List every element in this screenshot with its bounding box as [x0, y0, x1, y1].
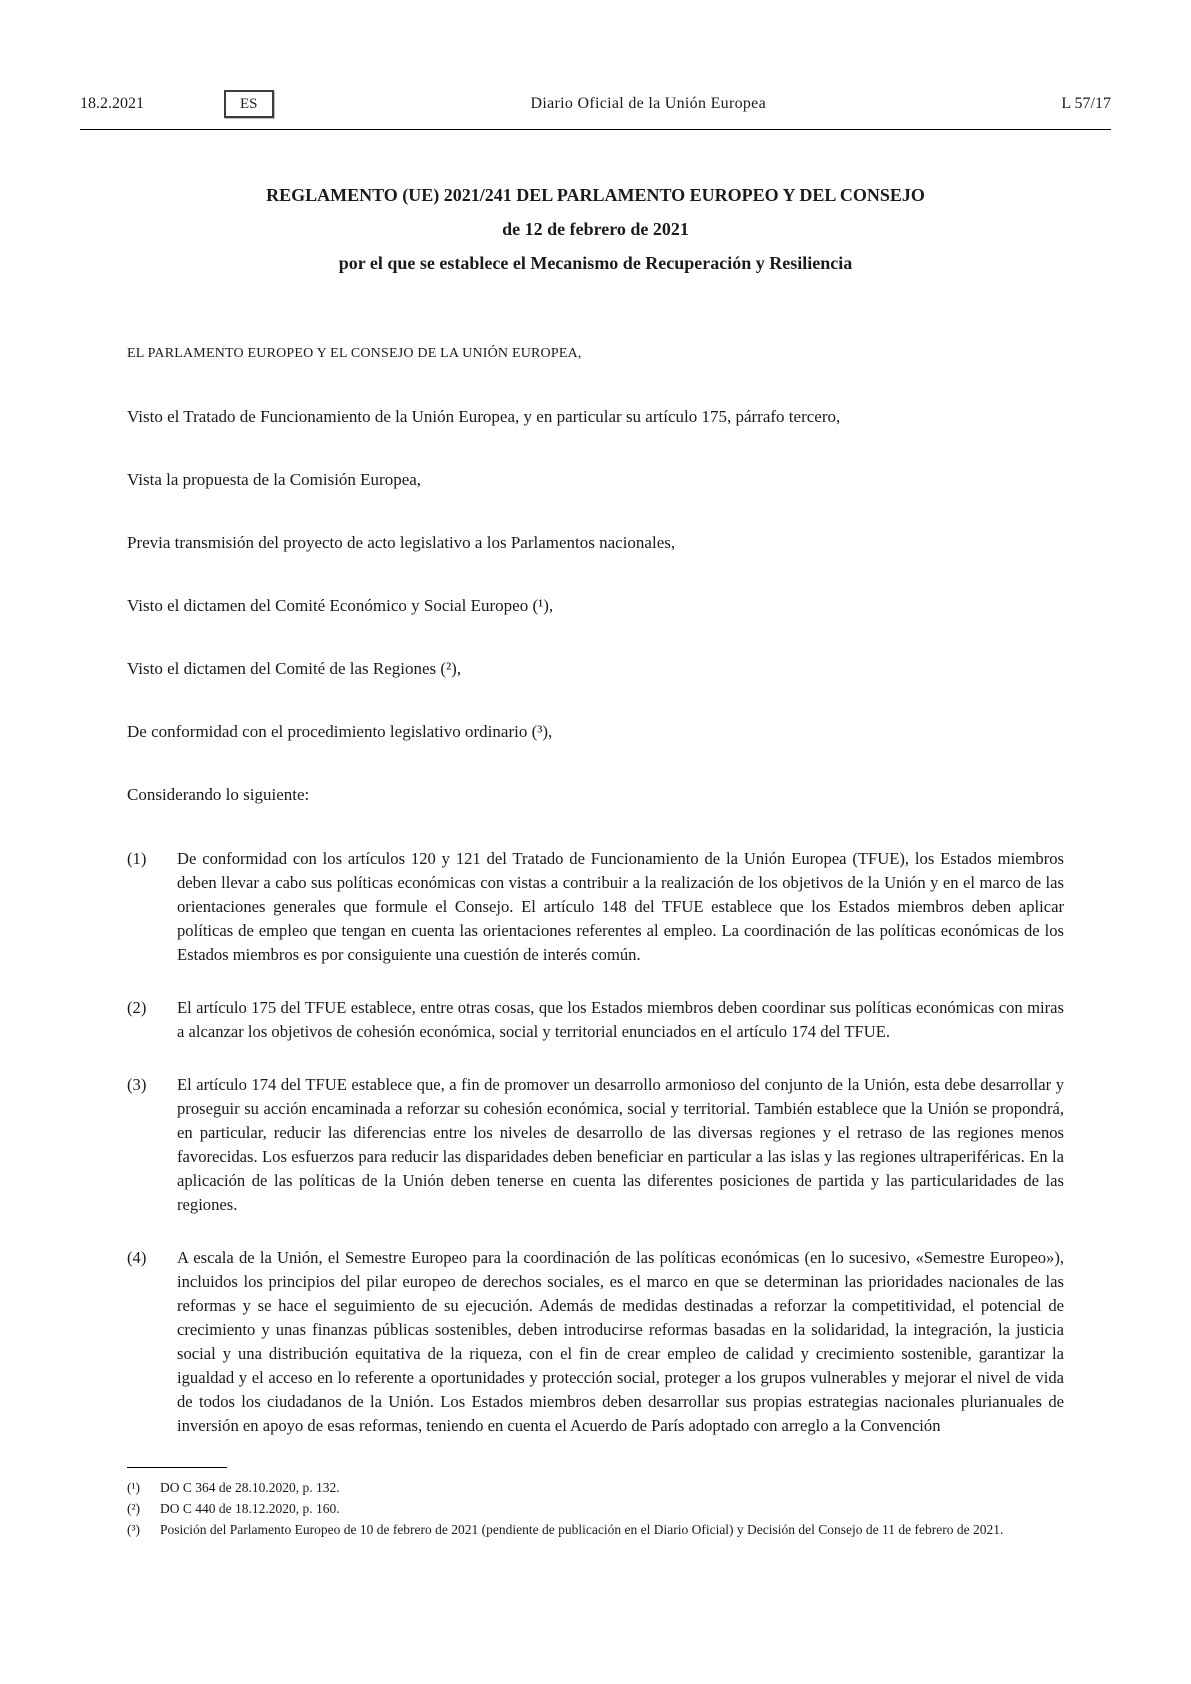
- footnote-marker: (²): [127, 1501, 141, 1516]
- considering-line: Considerando lo siguiente:: [127, 785, 310, 804]
- recital-text: De conformidad con los artículos 120 y 121 del Tratado de Funcionamiento de la Unión Europea (TFUE), los Estados miembros deben llevar a cabo sus políticas económicas con vistas a contribuir a la realización de los objetivos de la Unión y en el marco de las orientaciones generales que formule el Consejo. El artículo 148 del TFUE establece que los Estados miembros deben aplicar políticas de empleo que tengan en cuenta las orientaciones referentes al empleo. La coordinación de las políticas económicas de los Estados miembros es por consiguiente una cuestión de interés común.: [177, 849, 1064, 964]
- act-title-line: REGLAMENTO (UE) 2021/241 DEL PARLAMENTO EUROPEO Y DEL CONSEJO: [266, 185, 925, 205]
- preamble-citation: Previa transmisión del proyecto de acto legislativo a los Parlamentos nacionales,: [127, 533, 676, 552]
- preamble-citation: Visto el dictamen del Comité Económico y Social Europeo (¹),: [127, 596, 554, 615]
- footnote-text: DO C 364 de 28.10.2020, p. 132.: [160, 1480, 340, 1495]
- recital: [127, 1073, 1064, 1217]
- preamble-citation: De conformidad con el procedimiento legislativo ordinario (³),: [127, 722, 553, 741]
- recital: [127, 847, 1064, 967]
- footnote: [127, 1498, 1064, 1519]
- footnote: [127, 1519, 1064, 1540]
- recital-text: El artículo 175 del TFUE establece, entre otras cosas, que los Estados miembros deben coordinar sus políticas económicas con miras a alcanzar los objetivos de cohesión económica, social y territorial enunciados en el artículo 174 del TFUE.: [177, 998, 1064, 1041]
- language-badge: ES: [224, 90, 274, 118]
- preamble-citation: Vista la propuesta de la Comisión Europea,: [127, 470, 422, 489]
- footnote-separator: [127, 1467, 227, 1468]
- recital: [127, 996, 1064, 1044]
- document-body: [127, 184, 1064, 1540]
- footnote-marker: (¹): [127, 1480, 141, 1495]
- footnote-text: DO C 440 de 18.12.2020, p. 160.: [160, 1501, 340, 1516]
- journal-title: Diario Oficial de la Unión Europea: [530, 95, 766, 112]
- footnote: [127, 1477, 1064, 1498]
- header-date: 18.2.2021: [80, 95, 144, 112]
- recital-number: (1): [127, 849, 147, 868]
- page-header: [80, 90, 1111, 118]
- act-subject-line: por el que se establece el Mecanismo de Recuperación y Resiliencia: [338, 253, 853, 273]
- preamble-citation: Visto el Tratado de Funcionamiento de la Unión Europea, y en particular su artículo 175, párrafo tercero,: [127, 407, 841, 426]
- preamble-opening: EL PARLAMENTO EUROPEO Y EL CONSEJO DE LA UNIÓN EUROPEA,: [127, 346, 582, 361]
- act-title-block: [127, 184, 1064, 275]
- header-left: [80, 90, 274, 118]
- recital-number: (4): [127, 1248, 147, 1267]
- act-date-line: de 12 de febrero de 2021: [502, 219, 689, 239]
- preamble: [127, 343, 1064, 806]
- recital-number: (2): [127, 998, 147, 1017]
- preamble-citation: Visto el dictamen del Comité de las Regiones (²),: [127, 659, 462, 678]
- recitals: [127, 847, 1064, 1438]
- header-rule: [80, 129, 1111, 130]
- page-number: L 57/17: [1061, 95, 1111, 112]
- recital-text: El artículo 174 del TFUE establece que, a fin de promover un desarrollo armonioso del conjunto de la Unión, esta debe desarrollar y proseguir su acción encaminada a reforzar su cohesión económica, social y territorial. También establece que la Unión se propondrá, en particular, reducir las diferencias entre los niveles de desarrollo de las diversas regiones y el retraso de las regiones menos favorecidas. Los esfuerzos para reducir las disparidades deben beneficiar en particular a las islas y las regiones ultraperiféricas. En la aplicación de las políticas de la Unión deben tenerse en cuenta las diferentes posiciones de partida y las particularidades de las regiones.: [177, 1075, 1064, 1214]
- recital-text: A escala de la Unión, el Semestre Europeo para la coordinación de las políticas económicas (en lo sucesivo, «Semestre Europeo»), incluidos los principios del pilar europeo de derechos sociales, es el marco en que se determinan las prioridades nacionales de las reformas y se hace el seguimiento de su ejecución. Además de medidas destinadas a reforzar la competitividad, el potencial de crecimiento y unas finanzas públicas sostenibles, deben introducirse reformas basadas en la solidaridad, la integración, la justicia social y una distribución equitativa de la riqueza, con el fin de crear empleo de calidad y crecimiento sostenible, garantizar la igualdad y el acceso en lo referente a oportunidades y protección social, proteger a los grupos vulnerables y mejorar el nivel de vida de todos los ciudadanos de la Unión. Los Estados miembros deben desarrollar sus propias estrategias nacionales plurianuales de inversión en apoyo de esas reformas, teniendo en cuenta el Acuerdo de París adoptado con arreglo a la Convención: [177, 1248, 1064, 1435]
- footnote-text: Posición del Parlamento Europeo de 10 de febrero de 2021 (pendiente de publicación en el Diario Oficial) y Decisión del Consejo de 11 de febrero de 2021.: [160, 1522, 1004, 1537]
- footnote-marker: (³): [127, 1522, 141, 1537]
- footnotes: [127, 1467, 1064, 1540]
- recital: [127, 1246, 1064, 1438]
- recital-number: (3): [127, 1075, 147, 1094]
